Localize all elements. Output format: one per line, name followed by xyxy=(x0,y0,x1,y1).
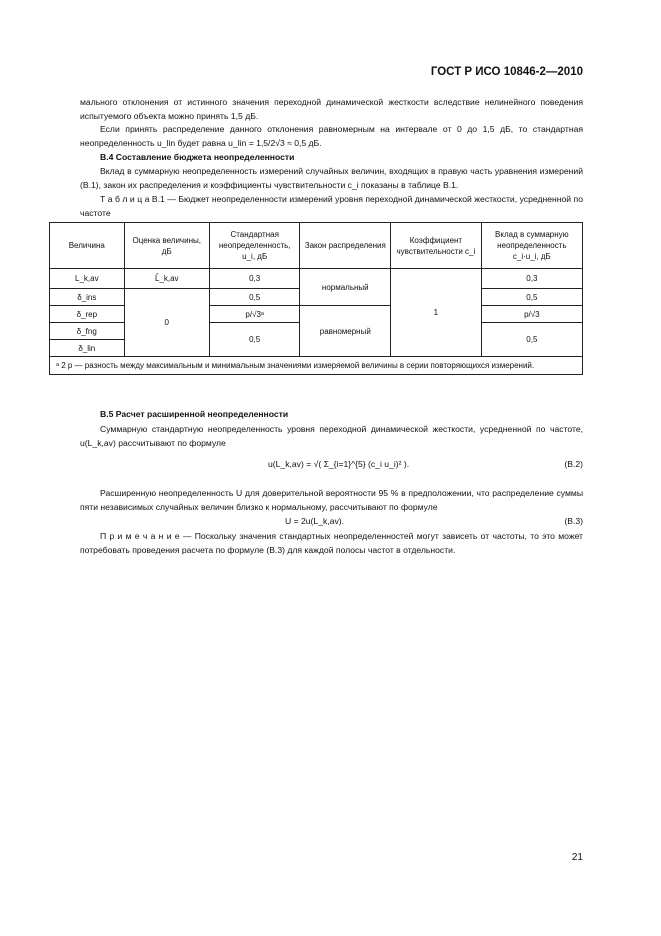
table-row xyxy=(50,269,583,289)
contribution-cell: 0,5 xyxy=(481,323,582,357)
std-cell: 0,3 xyxy=(209,269,300,289)
contribution-cell: 0,5 xyxy=(481,289,582,306)
estimate-cell: L̂_k,av xyxy=(124,269,209,289)
note-paragraph: П р и м е ч а н и е — Поскольку значения стандартных неопределенностей могут зависеть от частоты, то это может потребовать проведения расчета по формуле (В.3) для каждой полосы частот в отдельности. xyxy=(80,531,583,555)
quantity-cell: δ_rep xyxy=(50,306,125,323)
quantity-cell: δ_lin xyxy=(50,340,125,357)
equation-number-b2: (В.2) xyxy=(564,459,583,469)
distribution-cell: нормальный xyxy=(300,269,391,306)
std-cell: 0,5 xyxy=(209,289,300,306)
formula-b3: U = 2u(L_k,av). xyxy=(285,516,344,526)
header-cell: Величина xyxy=(50,223,125,269)
intro-paragraph-1: мального отклонения от истинного значения переходной динамической жесткости вследствие нелинейного поведения испытуемого объекта можно принять 1,5 дБ. xyxy=(80,97,583,121)
document-header: ГОСТ Р ИСО 10846-2—2010 xyxy=(430,66,583,78)
table-caption: Т а б л и ц а В.1 — Бюджет неопределенности измерений уровня переходной динамической жесткости, усредненной по частоте xyxy=(80,194,583,218)
estimate-cell: 0 xyxy=(124,289,209,357)
equation-number-b3: (В.3) xyxy=(564,516,583,526)
intro-paragraph-2: Если принять распределение данного отклонения равномерным на интервале от 0 до 1,5 дБ, то стандартная неопределенность u_lin будет равна u_lin = 1,5/2√3 ≈ 0,5 дБ. xyxy=(80,124,583,148)
uncertainty-budget-table xyxy=(49,222,583,375)
header-cell: Вклад в суммарную неопределенность c_i·u_i, дБ xyxy=(481,223,582,269)
section-b4-text: Вклад в суммарную неопределенность измерений случайных величин, входящих в правую часть уравнения измерений (В.1), закон их распределения и коэффициенты чувствительности c_i показаны в таблице В.1. xyxy=(80,166,583,190)
page-number: 21 xyxy=(571,852,583,863)
std-cell: p/√3ᵃ xyxy=(209,306,300,323)
table-footnote-row xyxy=(50,357,583,375)
std-cell: 0,5 xyxy=(209,323,300,357)
section-b5-text-1: Суммарную стандартную неопределенность уровня переходной динамической жесткости, усредненной по частоте, u(L_k,av) рассчитывают по формуле xyxy=(80,424,583,448)
formula-b2: u(L_k,av) = √( Σ_{i=1}^{5} (c_i u_i)² ). xyxy=(268,459,410,469)
quantity-cell: L_k,av xyxy=(50,269,125,289)
header-cell: Закон распределения xyxy=(300,223,391,269)
section-b5-text-2: Расширенную неопределенность U для доверительной вероятности 95 % в предположении, что распределение суммы пяти независимых случайных величин близко к нормальному, рассчитывают по формуле xyxy=(80,488,583,512)
contribution-cell: p/√3 xyxy=(481,306,582,323)
distribution-cell: равномерный xyxy=(300,306,391,357)
contribution-cell: 0,3 xyxy=(481,269,582,289)
header-cell: Оценка величины, дБ xyxy=(124,223,209,269)
header-cell: Стандартная неопределенность, u_i, дБ xyxy=(209,223,300,269)
quantity-cell: δ_fng xyxy=(50,323,125,340)
section-b4-heading: В.4 Составление бюджета неопределенности xyxy=(100,152,295,162)
table-footnote: ᵃ 2 p — разность между максимальным и минимальным значениями измеряемой величины в серии повторяющихся измерений. xyxy=(50,357,583,375)
quantity-cell: δ_ins xyxy=(50,289,125,306)
section-b5-heading: В.5 Расчет расширенной неопределенности xyxy=(100,409,289,419)
coefficient-cell: 1 xyxy=(391,269,482,357)
header-cell: Коэффициент чувствительности c_i xyxy=(391,223,482,269)
